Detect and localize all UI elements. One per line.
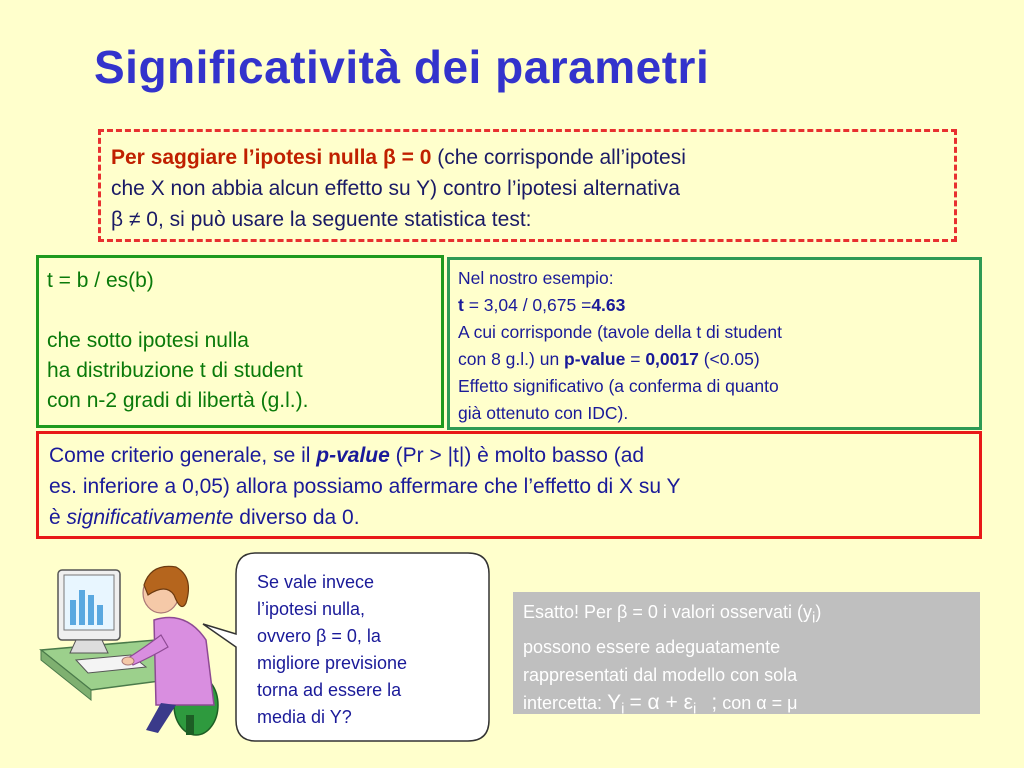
bubble-line4: migliore previsione [257, 653, 408, 673]
model-sub-i2: i [692, 700, 697, 718]
equals-sign: = [630, 349, 641, 369]
example-line1: Nel nostro esempio: [458, 268, 614, 288]
bubble-line6: media di Y? [257, 707, 352, 727]
pvalue-label: p-value [564, 349, 626, 369]
criterion-box [36, 431, 982, 539]
criterion-post: (Pr > |t|) è molto basso (ad [395, 444, 645, 467]
pvalue-note: (<0.05) [703, 349, 760, 369]
slide-title: Significatività dei parametri [94, 41, 710, 93]
hypothesis-bold: Per saggiare l’ipotesi nulla [111, 146, 378, 169]
t-formula: t = b / es(b) [47, 269, 154, 292]
t-value: 4.63 [591, 295, 626, 315]
answer-line2: possono essere adeguatamente [523, 636, 781, 657]
example-line6: già ottenuto con IDC). [458, 403, 629, 423]
formula-box [36, 255, 444, 428]
formula-line1: che sotto ipotesi nulla [47, 329, 249, 352]
criterion-pre: Come criterio generale, se il [49, 444, 311, 467]
bubble-line5: torna ad essere la [257, 680, 402, 700]
beta-symbol: β [382, 146, 396, 169]
criterion-line3-post: diverso da 0. [239, 506, 360, 529]
example-line4-pre: con 8 g.l.) un [458, 349, 560, 369]
t-label: t [458, 295, 464, 315]
bubble-line1: Se vale invece [257, 572, 375, 592]
answer-line3: rappresentati dal modello con sola [523, 664, 798, 685]
bubble-line2: l’ipotesi nulla, [257, 599, 366, 619]
hypothesis-line3: β ≠ 0, si può usare la seguente statistica test: [111, 208, 532, 231]
hypothesis-line2: che X non abbia alcun effetto su Y) contro l’ipotesi alternativa [111, 177, 680, 200]
criterion-line3-pre: è [49, 506, 61, 529]
formula-line3: con n-2 gradi di libertà (g.l.). [47, 389, 309, 412]
criterion-italic: significativamente [66, 506, 234, 529]
answer-tail: con α = μ [722, 692, 798, 713]
criterion-line2: es. inferiore a 0,05) allora possiamo affermare che l’effetto di X su Y [49, 475, 681, 498]
model-Y: Y [607, 690, 622, 714]
answer-line1-pre: Esatto! Per β = 0 i valori osservati (y [523, 602, 812, 622]
formula-line2: ha distribuzione t di student [47, 359, 303, 382]
pvalue-value: 0,0017 [645, 349, 699, 369]
model-equation: = α + ε [629, 690, 693, 714]
answer-box [513, 592, 980, 718]
t-equation: = 3,04 / 0,675 = [468, 295, 592, 315]
hypothesis-line1-rest: (che corrisponde all’ipotesi [437, 146, 686, 169]
criterion-pvalue: p-value [316, 444, 390, 467]
answer-line4-pre: intercetta: [523, 692, 603, 713]
example-line5: Effetto significativo (a conferma di quanto [458, 376, 779, 396]
model-semicolon: ; [711, 690, 718, 714]
answer-line1-post: ) [815, 602, 822, 622]
hypothesis-bold-2: = 0 [401, 146, 432, 169]
model-sub-i: i [621, 700, 625, 718]
bubble-text [257, 569, 482, 731]
example-line3: A cui corrisponde (tavole della t di student [458, 322, 782, 342]
bubble-line3: ovvero β = 0, la [257, 626, 381, 646]
example-box [447, 257, 982, 430]
null-hypothesis-box [98, 129, 957, 242]
answer-sub-i: i [811, 609, 816, 627]
